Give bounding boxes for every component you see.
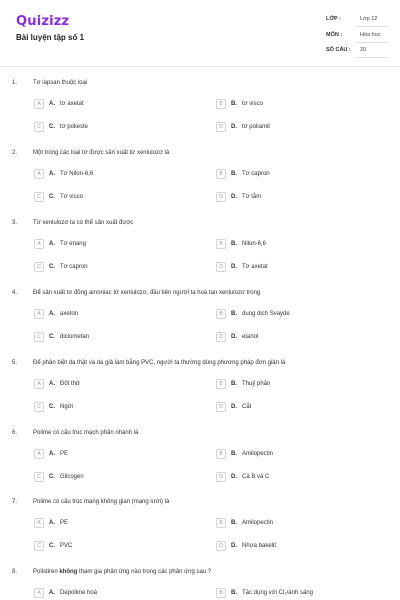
quizizz-logo: Quizizz [16, 14, 70, 29]
option-letter: A. [49, 381, 55, 387]
option-a[interactable] [34, 99, 184, 110]
option-text: PVC [60, 543, 73, 549]
question-number: 1. [12, 80, 18, 86]
option-b[interactable] [216, 449, 366, 460]
option-box: D [216, 472, 226, 482]
option-letter: D. [231, 543, 237, 549]
option-letter: B. [231, 520, 237, 526]
option-text: Amilopectin [242, 451, 274, 457]
option-letter: B. [231, 241, 237, 247]
option-text: Cắt [242, 404, 252, 410]
header-divider [0, 66, 400, 67]
option-letter: A. [49, 101, 55, 107]
meta-count-underline [356, 57, 388, 58]
option-box: B [216, 518, 226, 528]
option-box: D [216, 192, 226, 202]
option-c[interactable] [34, 122, 184, 133]
question-number: 7. [12, 499, 18, 505]
option-text: tơ polieste [60, 124, 88, 130]
option-a[interactable] [34, 309, 184, 320]
option-box: D [216, 332, 226, 342]
option-text: Tơ capron [242, 171, 270, 177]
option-box: B [216, 99, 226, 109]
option-box: C [34, 122, 44, 132]
question-text-emphasis: không [59, 569, 78, 575]
option-box: B [216, 169, 226, 179]
option-b[interactable] [216, 99, 366, 110]
option-letter: D. [231, 194, 237, 200]
option-a[interactable] [34, 588, 184, 599]
option-d[interactable] [216, 541, 366, 552]
option-box: B [216, 309, 226, 319]
option-text: Tơ enang [60, 241, 86, 247]
option-letter: C. [49, 334, 55, 340]
option-box: C [34, 472, 44, 482]
option-text: PE [60, 520, 69, 526]
option-d[interactable] [216, 262, 366, 273]
option-box: C [34, 402, 44, 412]
meta-subject-label: MÔN : [326, 32, 343, 38]
option-text: Tơ visco [60, 194, 83, 200]
option-letter: A. [49, 590, 55, 596]
meta-subject-underline [356, 42, 388, 43]
meta-class-label: LỚP : [326, 16, 341, 22]
option-letter: A. [49, 311, 55, 317]
option-letter: B. [231, 171, 237, 177]
option-letter: B. [231, 590, 237, 596]
option-box: A [34, 309, 44, 319]
option-letter: C. [49, 194, 55, 200]
question-number: 2. [12, 150, 18, 156]
option-text: dung dịch Svayde [242, 311, 290, 317]
option-c[interactable] [34, 402, 184, 413]
option-text: tơ axetat [60, 101, 84, 107]
option-box: D [216, 541, 226, 551]
option-letter: B. [231, 381, 237, 387]
option-text: tơ poliamit [242, 124, 270, 130]
option-text: Cả B và C [242, 474, 270, 480]
option-letter: A. [49, 171, 55, 177]
worksheet-title: Bài luyện tập số 1 [16, 33, 85, 42]
option-letter: D. [231, 334, 237, 340]
question-text: Polime có cấu trúc mạng không gian (mạng lưới) là [33, 499, 170, 505]
option-box: D [216, 262, 226, 272]
option-letter: B. [231, 101, 237, 107]
option-b[interactable] [216, 239, 366, 250]
option-text: Depolime hoá [60, 590, 98, 596]
option-text: Tơ Nilon-6,6 [60, 171, 94, 177]
question-text-after: tham gia phản ứng nào trong các phản ứng sau ? [77, 569, 212, 575]
option-box: A [34, 99, 44, 109]
option-letter: C. [49, 264, 55, 270]
option-letter: D. [231, 474, 237, 480]
option-text: PE [60, 451, 69, 457]
option-d[interactable] [216, 402, 366, 413]
option-c[interactable] [34, 472, 184, 483]
option-a[interactable] [34, 518, 184, 529]
option-box: A [34, 449, 44, 459]
option-letter: D. [231, 124, 237, 130]
option-text: Đốt thử [60, 381, 81, 387]
option-letter: A. [49, 451, 55, 457]
option-b[interactable] [216, 588, 376, 599]
option-text: Tơ axetat [242, 264, 268, 270]
option-d[interactable] [216, 192, 366, 203]
option-box: A [34, 588, 44, 598]
option-d[interactable] [216, 332, 366, 343]
meta-class-underline [356, 26, 388, 27]
option-box: D [216, 402, 226, 412]
option-box: B [216, 449, 226, 459]
option-a[interactable] [34, 239, 184, 250]
option-letter: A. [49, 241, 55, 247]
option-a[interactable] [34, 169, 184, 180]
option-text: Thuỷ phân [242, 381, 271, 387]
option-box: B [216, 239, 226, 249]
option-box: B [216, 588, 226, 598]
option-a[interactable] [34, 449, 184, 460]
option-text: tơ visco [242, 101, 263, 107]
option-b[interactable] [216, 379, 366, 390]
meta-count-label: SỐ CÂU : [326, 47, 351, 53]
option-text: Tơ tằm [242, 194, 262, 200]
option-text: Tơ capron [60, 264, 88, 270]
option-c[interactable] [34, 262, 184, 273]
meta-class-value: Lớp 12 [360, 16, 378, 22]
option-text: diclometan [60, 334, 90, 340]
option-c[interactable] [34, 192, 184, 203]
option-letter: A. [49, 520, 55, 526]
option-letter: C. [49, 404, 55, 410]
option-box: C [34, 192, 44, 202]
option-text: Nhựa bakelit [242, 543, 277, 549]
option-text: axeton [60, 311, 79, 317]
option-box: C [34, 262, 44, 272]
option-box: A [34, 169, 44, 179]
worksheet-header [0, 0, 400, 64]
question-number: 4. [12, 290, 18, 296]
option-text: etanol [242, 334, 259, 340]
option-box: A [34, 518, 44, 528]
question-text: Một trong các loại tơ được sản xuất từ xenlulozơ là [33, 150, 170, 156]
option-box: C [34, 541, 44, 551]
meta-count-value: 20 [360, 47, 367, 53]
option-box: A [34, 239, 44, 249]
option-c[interactable] [34, 332, 184, 343]
option-letter: D. [231, 404, 237, 410]
option-box: D [216, 122, 226, 132]
option-d[interactable] [216, 122, 366, 133]
meta-subject-value: Hóa học [360, 32, 381, 38]
option-b[interactable] [216, 518, 366, 529]
option-letter: B. [231, 311, 237, 317]
question-text: Polime có cấu trúc mạch phân nhánh là [33, 430, 139, 436]
question-text: Để phân biệt da thật và da giả làm bằng PVC, người ta thường dùng phương pháp đơn giản là [33, 360, 286, 366]
question-number: 8. [12, 569, 18, 575]
option-letter: C. [49, 474, 55, 480]
question-text [33, 569, 211, 575]
option-text: Amilopectin [242, 520, 274, 526]
option-box: A [34, 379, 44, 389]
option-box: B [216, 379, 226, 389]
option-b[interactable] [216, 169, 366, 180]
option-b[interactable] [216, 309, 366, 320]
option-text: Glicogen [60, 474, 84, 480]
question-number: 6. [12, 430, 18, 436]
option-text: Tác dụng với Cl₂/ánh sáng [242, 590, 313, 596]
question-text-before: Polistiren [33, 569, 60, 575]
question-text: Từ xenlulozơ ta có thể sản xuất được [33, 220, 134, 226]
option-letter: D. [231, 264, 237, 270]
option-c[interactable] [34, 541, 184, 552]
option-letter: B. [231, 451, 237, 457]
question-text: Tơ lapsan thuộc loại [33, 80, 88, 86]
option-letter: C. [49, 543, 55, 549]
option-text: Nilon-6,6 [242, 241, 267, 247]
option-a[interactable] [34, 379, 184, 390]
option-text: Ngửi [60, 404, 74, 410]
question-number: 5. [12, 360, 18, 366]
option-letter: C. [49, 124, 55, 130]
option-d[interactable] [216, 472, 366, 483]
option-box: C [34, 332, 44, 342]
question-number: 3. [12, 220, 18, 226]
question-text: Để sản xuất tơ đồng amoniac từ xenlulozơ, đầu tiên người ta hoà tan xenlulozơ trong [33, 290, 261, 296]
